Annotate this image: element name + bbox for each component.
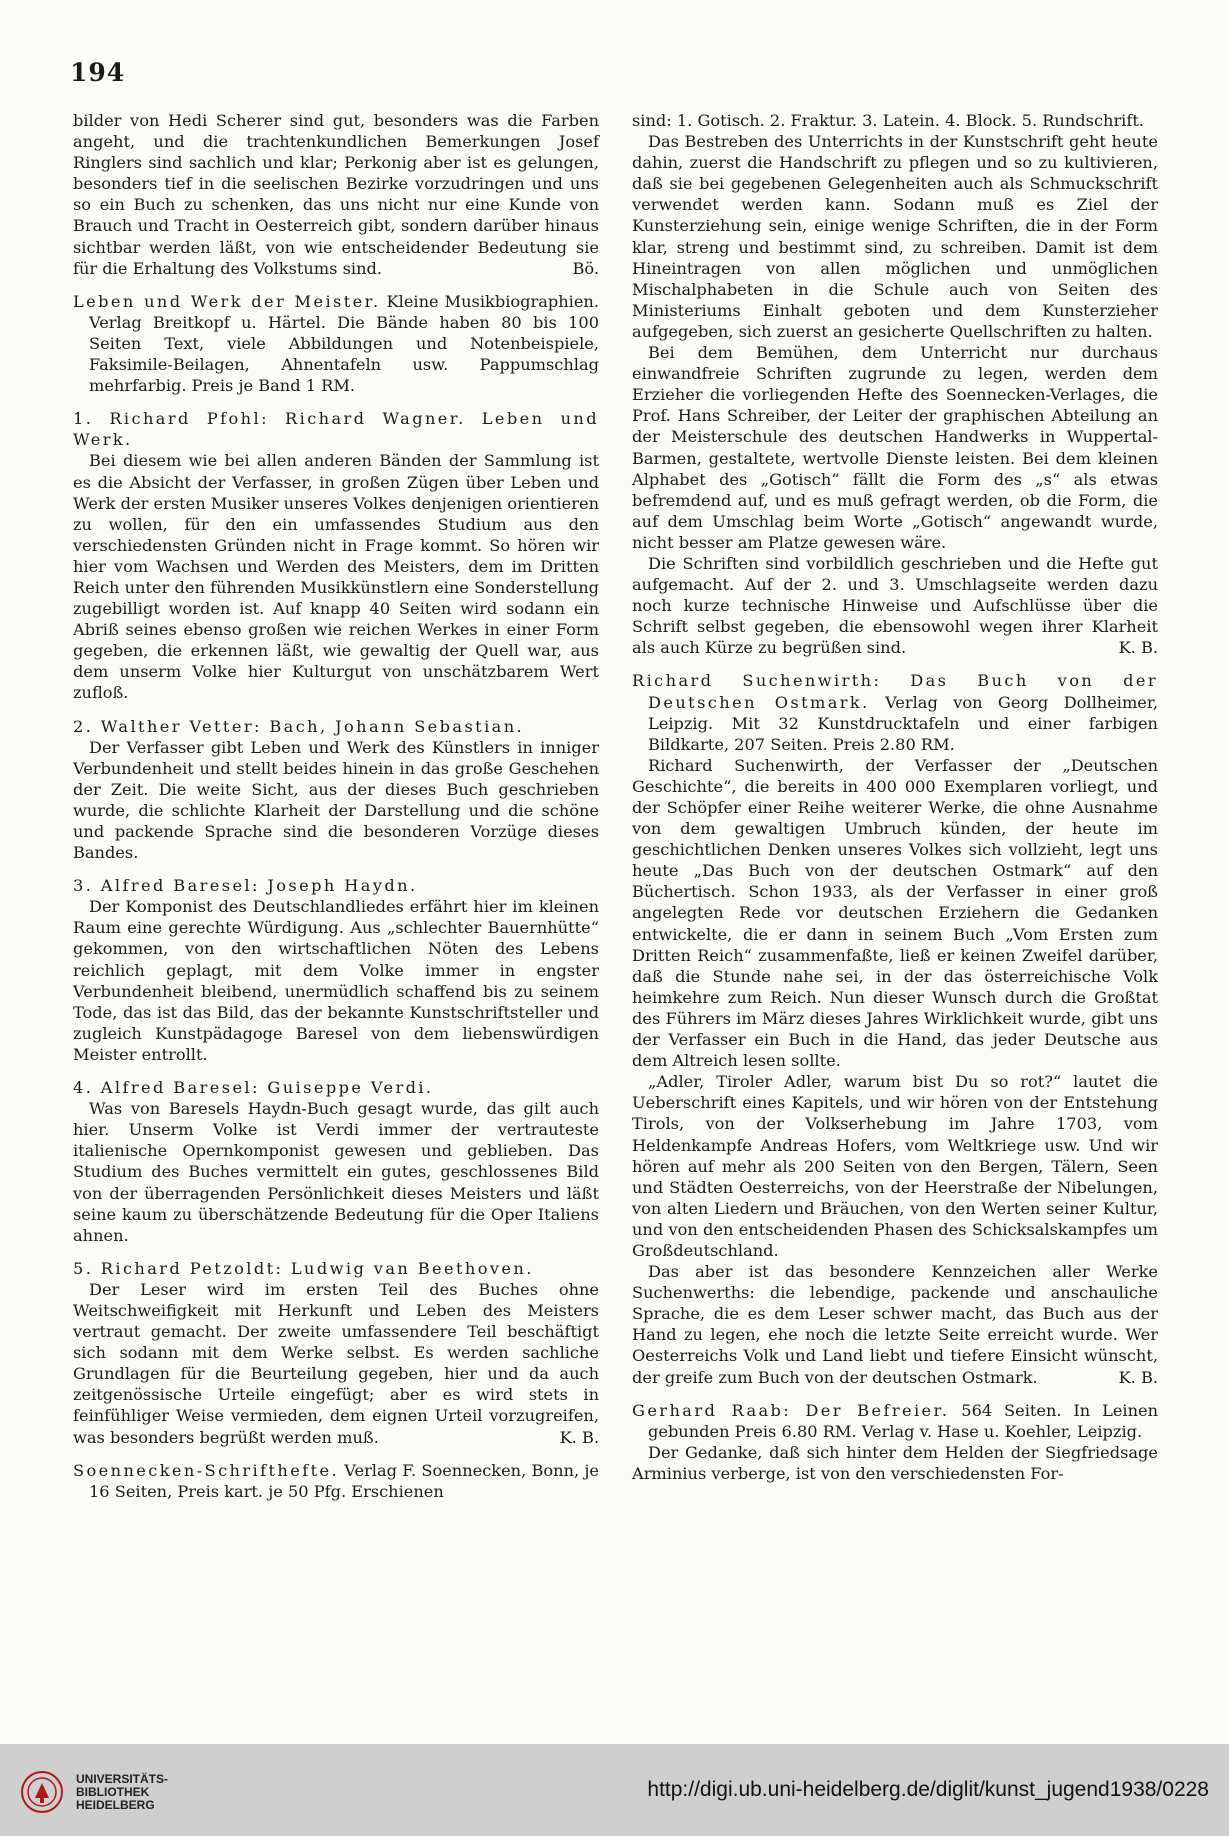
library-logo-line: UNIVERSITÄTS- (76, 1772, 169, 1786)
review-body: „Adler, Tiroler Adler, warum bist Du so rot?“ lautet die Ueberschrift eines Kapitels, und wir hören von der Entstehung Tirols, von der Volkserhebung im Jahre 1703, vom Heldenkampfe Andreas Hofers, vom Weltkriege usw. Und wir hören auf mehr als 200 Seiten von den Bergen, Tälern, Seen und Städten Oesterreichs, von der Heerstraße der Nibelungen, von alten Liedern und Bräuchen, von den Werten seiner Kultur, und von den entscheidenden Phasen des Schicksalskampfes um Großdeutschland. (632, 1072, 1158, 1260)
review-suchenwirth (632, 670, 1158, 1387)
review-signature: K. B. (1118, 1367, 1158, 1387)
source-url-link[interactable]: http://digi.ub.uni-heidelberg.de/diglit/kunst_jugend1938/0228 (647, 1778, 1209, 1801)
review-heading-text: 5. Richard Petzoldt: Ludwig van Beethoven. (73, 1258, 534, 1278)
review-heading (632, 1400, 1158, 1442)
page-number: 194 (70, 58, 126, 87)
review-body (73, 1279, 599, 1448)
review-haydn (73, 875, 599, 1065)
review-body: Was von Baresels Haydn-Buch gesagt wurde, das gilt auch hier. Unserm Volke ist Verdi immer der vertrauteste italienische Opernkomponist gewesen und geblieben. Das Studium des Buches vermittelt ein gutes, geschlossenes Bild von der überragenden Persönlichkeit dieses Meisters und läßt seine kaum zu überschätzende Bedeutung für die Oper Italiens ahnen. (73, 1099, 599, 1245)
review-heading-rest: Verlag F. Soennecken, Bonn, je 16 Seiten, Preis kart. je 50 Pfg. Erschienen (89, 1460, 599, 1501)
review-beethoven (73, 1258, 599, 1448)
series-description: Kleine Musikbiographien. Verlag Breitkopf u. Härtel. Die Bände haben 80 bis 100 Seiten Text, viele Abbildungen und Notenbeispiele, Faksimile-Beilagen, Ahnentafeln usw. Pappumschlag mehrfarbig. Preis je Band 1 RM. (89, 291, 599, 396)
review-body: Der Komponist des Deutschlandliedes erfährt hier im kleinen Raum eine gerechte Würdigung. Aus „schlechter Bauernhütte“ gekommen, von den wirtschaftlichen Nöten des Lebens reichlich geplagt, mit dem Volke immer in engster Verbundenheit bleibend, unermüdlich schaffend bis zu seinem Tode, das ist das Bild, das der bekannte Kunstschriftsteller und zugleich Kunstpädagoge Baresel von dem liebenswürdigen Meister entrollt. (73, 897, 599, 1064)
university-seal-icon (20, 1770, 64, 1814)
review-heading-rest: Verlag von Georg Dollheimer, Leipzig. Mit 32 Kunstdrucktafeln und einer farbigen Bildkarte, 207 Seiten. Preis 2.80 RM. (648, 692, 1158, 754)
review-body (632, 1261, 1158, 1388)
review-text (73, 110, 599, 279)
series-entry (73, 291, 599, 396)
series-heading (73, 291, 599, 396)
review-text-body: bilder von Hedi Scherer sind gut, besonders was die Farben angeht, und die trachtenkundlichen Bemerkungen Josef Ringlers sind sachlich und klar; Perkonig aber ist es gelungen, besonders tief in die seelischen Bezirke vorzudringen und uns so ein Buch zu schenken, das uns nicht nur eine Kunde von Brauch und Tracht in Oesterreich gibt, sondern darüber hinaus sichtbar werden läßt, von wie entscheidender Bedeutung sie für die Erhaltung des Volkstums sind. (73, 111, 599, 278)
review-heading-text: 2. Walther Vetter: Bach, Johann Sebastian. (73, 716, 525, 736)
review-heading (73, 1258, 599, 1279)
review-signature: Bö. (572, 258, 599, 278)
footer-bar (0, 1744, 1229, 1836)
review-body-text: Das aber ist das besondere Kennzeichen aller Werke Suchenwerths: die lebendige, packende und anschauliche Sprache, die es dem Leser schwer macht, das Buch aus der Hand zu legen, ehe noch die letzte Seite erreicht wurde. Wer Oesterreichs Volk und Land liebt und tiefere Einsicht wünscht, der greife zum Buch von der deutschen Ostmark. (632, 1262, 1158, 1387)
left-column (73, 110, 599, 1514)
review-heading (73, 716, 599, 737)
library-logo-line: BIBLIOTHEK (76, 1785, 150, 1799)
review-body (632, 553, 1158, 658)
review-heading-title: Soennecken-Schrifthefte. (73, 1460, 340, 1480)
review-text: sind: 1. Gotisch. 2. Fraktur. 3. Latein. 4. Block. 5. Rundschrift. (632, 111, 1144, 130)
review-heading (632, 670, 1158, 754)
review-heading-text: 1. Richard Pfohl: Richard Wagner. Leben und Werk. (73, 409, 599, 450)
review-wagner (73, 408, 599, 703)
review-heading (73, 408, 599, 450)
review-body-text: Die Schriften sind vorbildlich geschrieben und die Hefte gut aufgemacht. Auf der 2. und 3. Umschlagseite werden dazu noch kurze technische Hinweise und Aufschlüsse über die Schrift selbst gegeben, die ebensowohl wegen ihrer Klarheit als auch Kürze zu begrüßen sind. (632, 553, 1158, 658)
review-continuation (73, 110, 599, 279)
review-heading (73, 875, 599, 896)
review-body: Bei diesem wie bei allen anderen Bänden der Sammlung ist es die Absicht der Verfasser, in großen Zügen über Leben und Werk der ersten Musiker unseres Volkes denjenigen orientieren zu wollen, für den ein umfassendes Studium aus den verschiedensten Gründen nicht in Frage kommt. So hören wir hier vom Wachsen und Werden des Meisters, dem im Dritten Reich unter den führenden Musikkünstlern eine Sonderstellung zugebilligt worden ist. Auf knapp 40 Seiten wird sodann ein Abriß seines ebenso großen wie reichen Werkes in einer Form gegeben, die erkennen läßt, wie gewaltig der Quell war, aus dem unserm Volke hier Kulturgut von unschätzbarem Wert zufloß. (73, 451, 599, 703)
library-logo-text (76, 1773, 168, 1812)
review-body: Richard Suchenwirth, der Verfasser der „Deutschen Geschichte“, die bereits in 400 000 Exemplaren vorliegt, und der Schöpfer einer Reihe weiterer Werke, die ohne Ausnahme von dem gewaltigen Umbruch künden, der heute im geschichtlichen Denken unseres Volkes sich vollzieht, legt uns heute „Das Buch von der deutschen Ostmark“ auf den Büchertisch. Schon 1933, als der Verfasser in einer groß angelegten Rede vor deutschen Erziehern die Gedanken entwickelte, die er dann in seinem Buch „Vom Ersten zum Dritten Reich“ zusammenfaßte, ließ er keinen Zweifel darüber, daß die Stunde nahe sei, in der das österreichische Volk heimkehre zum Reich. Nun dieser Wunsch durch die Großtat des Führers im März dieses Jahres Wirklichkeit wurde, gibt uns der Verfasser ein Buch in die Hand, das jeder Deutsche aus dem Altreich lesen sollte. (632, 755, 1158, 1071)
review-heading-title: Gerhard Raab: Der Befreier. (632, 1400, 950, 1420)
library-logo-line: HEIDELBERG (76, 1798, 155, 1812)
review-signature: K. B. (559, 1427, 599, 1447)
review-signature: K. B. (1118, 638, 1158, 658)
review-body: Bei dem Bemühen, dem Unterricht nur durchaus einwandfreie Schriften zugrunde zu legen, werden dem Erzieher die vorliegenden Hefte des Soennecken-Verlages, die Prof. Hans Schreiber, der Leiter der graphischen Abteilung an der Meisterschule des deutschen Handwerks in Wuppertal-Barmen, gestaltete, wertvolle Dienste leisten. Bei dem kleinen Alphabet des „Gotisch“ fällt die Form des „s“ als etwas befremdend auf, und es muß gefragt werden, ob die Form, die auf dem Umschlag beim Worte „Gotisch“ angewandt wurde, nicht besser am Platze gewesen wäre. (632, 343, 1158, 552)
review-verdi (73, 1077, 599, 1246)
review-heading-rest: 564 Seiten. In Leinen gebunden Preis 6.80 RM. Verlag v. Hase u. Koehler, Leipzig. (648, 1400, 1159, 1441)
review-body-text: Der Leser wird im ersten Teil des Buches ohne Weitschweifigkeit mit Herkunft und Leben des Meisters vertraut gemacht. Der zweite umfassendere Teil beschäftigt sich sodann mit dem Werke selbst. Es werden sachliche Grundlagen für die Beurteilung gegeben, hier und da auch zeitgenössische Urteile eingefügt; aber es wird stets in feinfühliger Weise vermieden, dem eignen Urteil vorzugreifen, was besonders begrüßt werden muß. (73, 1279, 599, 1447)
review-heading (73, 1077, 599, 1098)
series-title: Leben und Werk der Meister. (73, 291, 381, 311)
review-body: Das Bestreben des Unterrichts in der Kunstschrift geht heute dahin, zuerst die Handschrift zu pflegen und so zu kultivieren, daß sie bei gegebenen Gelegenheiten auch als Schmuckschrift verwendet werden kann. Sodann muß es Ziel der Kunsterziehung sein, einige wenige Schriften, die in der Form klar, streng und bestimmt sind, zu schreiben. Damit ist dem Hineintragen von allen möglichen und unmöglichen Mischalphabeten in die Schule auch von Seiten des Ministeriums Einhalt geboten und dem Kunsterzieher aufgegeben, sich zuerst an gesicherte Quellschriften zu halten. (632, 132, 1158, 341)
review-heading-text: 4. Alfred Baresel: Guiseppe Verdi. (73, 1078, 434, 1098)
right-column (632, 110, 1158, 1496)
review-raab (632, 1400, 1158, 1484)
review-body: Der Gedanke, daß sich hinter dem Helden der Siegfriedsage Arminius verberge, ist von den verschiedensten For- (632, 1442, 1158, 1483)
review-heading-text: 3. Alfred Baresel: Joseph Haydn. (73, 876, 418, 896)
review-heading (73, 1460, 599, 1502)
review-soennecken (73, 1460, 599, 1502)
review-bach (73, 716, 599, 864)
review-heading-title: Richard Suchenwirth: Das Buch von der Deutschen Ostmark. (632, 671, 1158, 712)
review-body: Der Verfasser gibt Leben und Werk des Künstlers in inniger Verbundenheit und stellt beides hinein in das große Geschehen der Zeit. Die weite Sicht, aus der dieses Buch geschrieben wurde, die schlichte Klarheit der Darstellung und die schöne und packende Sprache sind die besonderen Vorzüge dieses Bandes. (73, 737, 599, 863)
review-soennecken-continued (632, 110, 1158, 658)
